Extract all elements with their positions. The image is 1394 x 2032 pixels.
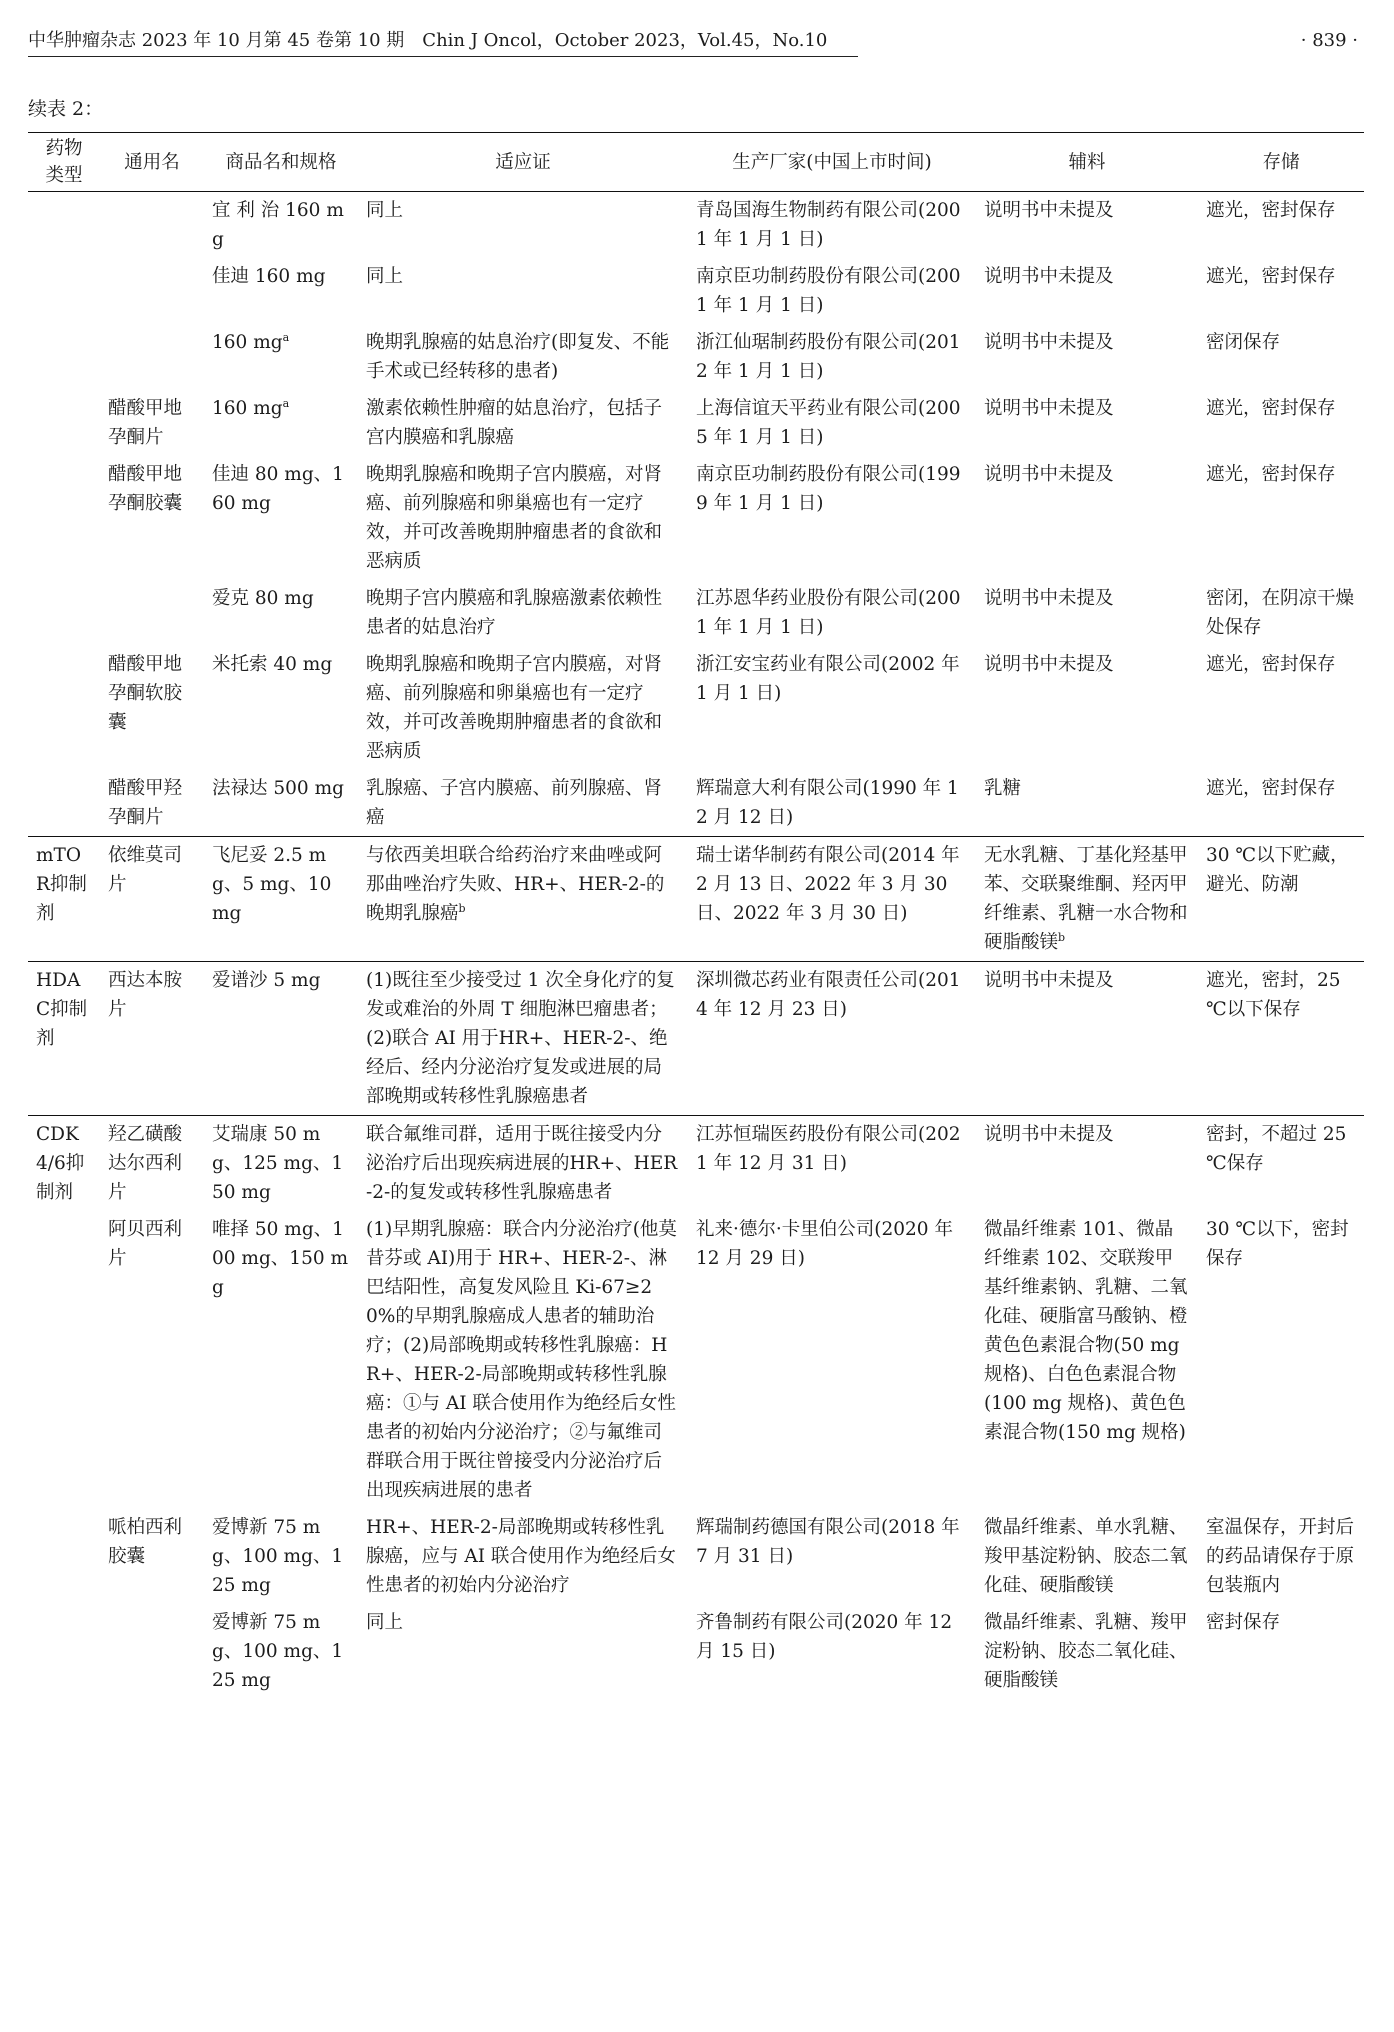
cell-excipient bbox=[976, 580, 1198, 646]
cell-generic-name-text: 醋酸甲地孕酮片 bbox=[108, 398, 183, 448]
cell-brand-spec-text: 宜 利 治 160 mg bbox=[212, 200, 344, 250]
cell-brand-spec-text: 爱博新 75 mg、100 mg、125 mg bbox=[212, 1612, 344, 1691]
cell-storage-text: 密闭，在阴凉干燥处保存 bbox=[1206, 588, 1355, 638]
cell-excipient bbox=[976, 1509, 1198, 1604]
cell-generic-name bbox=[100, 580, 204, 646]
cell-indication-text: 同上 bbox=[366, 266, 404, 287]
cell-indication-text: 晚期乳腺癌和晚期子宫内膜癌，对肾癌、前列腺癌和卵巢癌也有一定疗效，并可改善晚期肿瘤患者的食欲和恶病质 bbox=[366, 654, 663, 762]
cell-excipient-text: 说明书中未提及 bbox=[984, 332, 1114, 353]
cell-indication-text: HR+、HER-2-局部晚期或转移性乳腺癌，应与 AI 联合使用作为绝经后女性患者的初始内分泌治疗 bbox=[366, 1517, 676, 1596]
cell-generic-name bbox=[100, 192, 204, 259]
cell-generic-name bbox=[100, 1604, 204, 1701]
table-row bbox=[28, 1116, 1364, 1212]
col-header-brand: 商品名和规格 bbox=[204, 133, 358, 192]
cell-manufacturer bbox=[688, 1116, 976, 1212]
cell-manufacturer bbox=[688, 192, 976, 259]
cell-brand-spec bbox=[204, 192, 358, 259]
cell-brand-spec bbox=[204, 1116, 358, 1212]
cell-drug-type bbox=[28, 390, 100, 456]
cell-generic-name bbox=[100, 456, 204, 580]
page-number: · 839 · bbox=[1300, 30, 1358, 51]
cell-brand-spec bbox=[204, 324, 358, 390]
cell-indication bbox=[358, 390, 688, 456]
cell-generic-name bbox=[100, 390, 204, 456]
cell-generic-name bbox=[100, 1509, 204, 1604]
cell-brand-spec bbox=[204, 837, 358, 962]
cell-generic-name-text: 羟乙磺酸达尔西利片 bbox=[108, 1124, 183, 1203]
cell-indication-text: 与依西美坦联合给药治疗来曲唑或阿那曲唑治疗失败、HR+、HER-2-的晚期乳腺癌 bbox=[366, 845, 665, 924]
cell-manufacturer bbox=[688, 456, 976, 580]
cell-storage bbox=[1198, 192, 1364, 259]
cell-indication bbox=[358, 1211, 688, 1509]
cell-brand-spec bbox=[204, 962, 358, 1116]
cell-storage bbox=[1198, 1509, 1364, 1604]
cell-excipient-text: 说明书中未提及 bbox=[984, 464, 1114, 485]
cell-storage bbox=[1198, 456, 1364, 580]
table-row bbox=[28, 258, 1364, 324]
cell-brand-spec-text: 米托索 40 mg bbox=[212, 654, 333, 675]
cell-excipient-text: 说明书中未提及 bbox=[984, 266, 1114, 287]
cell-brand-spec-text: 佳迪 160 mg bbox=[212, 266, 326, 287]
table-row bbox=[28, 1211, 1364, 1509]
cell-manufacturer bbox=[688, 390, 976, 456]
cell-storage-text: 遮光，密封保存 bbox=[1206, 654, 1336, 675]
cell-generic-name bbox=[100, 837, 204, 962]
cell-storage bbox=[1198, 580, 1364, 646]
cell-manufacturer bbox=[688, 324, 976, 390]
cell-brand-spec-text: 160 mg bbox=[212, 398, 283, 419]
table-row bbox=[28, 962, 1364, 1116]
cell-generic-name bbox=[100, 1116, 204, 1212]
cell-manufacturer bbox=[688, 1509, 976, 1604]
cell-storage bbox=[1198, 258, 1364, 324]
cell-manufacturer-text: 江苏恒瑞医药股份有限公司(2021 年 12 月 31 日) bbox=[696, 1124, 961, 1174]
cell-storage bbox=[1198, 390, 1364, 456]
cell-indication-text: 同上 bbox=[366, 200, 404, 221]
cell-indication-text: 联合氟维司群，适用于既往接受内分泌治疗后出现疾病进展的HR+、HER-2-的复发或转移性乳腺癌患者 bbox=[366, 1124, 678, 1203]
table-row bbox=[28, 192, 1364, 259]
cell-excipient-text: 说明书中未提及 bbox=[984, 654, 1114, 675]
cell-brand-spec-text: 唯择 50 mg、100 mg、150 mg bbox=[212, 1219, 349, 1298]
cell-storage-text: 密封，不超过 25 ℃保存 bbox=[1206, 1124, 1347, 1174]
cell-manufacturer-text: 江苏恩华药业股份有限公司(2001 年 1 月 1 日) bbox=[696, 588, 961, 638]
cell-indication-text: (1)既往至少接受过 1 次全身化疗的复发或难治的外周 T 细胞淋巴瘤患者；(2)联合 AI 用于HR+、HER-2-、绝经后、经内分泌治疗复发或进展的局部晚期或转移性乳腺癌患者 bbox=[366, 970, 675, 1107]
table-row bbox=[28, 324, 1364, 390]
cell-brand-spec bbox=[204, 580, 358, 646]
cell-excipient-text: 说明书中未提及 bbox=[984, 398, 1114, 419]
cell-manufacturer-text: 辉瑞制药德国有限公司(2018 年 7 月 31 日) bbox=[696, 1517, 960, 1567]
cell-generic-name bbox=[100, 324, 204, 390]
cell-storage bbox=[1198, 770, 1364, 837]
cell-manufacturer-text: 辉瑞意大利有限公司(1990 年 12 月 12 日) bbox=[696, 778, 959, 828]
cell-drug-type bbox=[28, 324, 100, 390]
cell-excipient bbox=[976, 390, 1198, 456]
cell-excipient-text: 说明书中未提及 bbox=[984, 1124, 1114, 1145]
cell-indication-text: 激素依赖性肿瘤的姑息治疗，包括子宫内膜癌和乳腺癌 bbox=[366, 398, 663, 448]
cell-manufacturer-text: 齐鲁制药有限公司(2020 年 12 月 15 日) bbox=[696, 1612, 953, 1662]
cell-generic-name-text: 西达本胺片 bbox=[108, 970, 183, 1020]
cell-generic-name-text: 醋酸甲地孕酮软胶囊 bbox=[108, 654, 183, 733]
cell-indication-text: 晚期乳腺癌的姑息治疗(即复发、不能手术或已经转移的患者) bbox=[366, 332, 670, 382]
cell-manufacturer bbox=[688, 258, 976, 324]
cell-storage bbox=[1198, 1604, 1364, 1701]
cell-indication bbox=[358, 646, 688, 770]
cell-drug-type bbox=[28, 580, 100, 646]
cell-manufacturer bbox=[688, 837, 976, 962]
drug-table bbox=[28, 132, 1364, 1701]
cell-storage-text: 密封保存 bbox=[1206, 1612, 1281, 1633]
cell-brand-spec bbox=[204, 1509, 358, 1604]
cell-drug-type bbox=[28, 1509, 100, 1604]
col-header-indication: 适应证 bbox=[358, 133, 688, 192]
cell-generic-name-text: 醋酸甲羟孕酮片 bbox=[108, 778, 183, 828]
cell-generic-name-text: 哌柏西利胶囊 bbox=[108, 1517, 183, 1567]
cell-drug-type bbox=[28, 770, 100, 837]
footnote-marker: b bbox=[458, 901, 466, 915]
cell-manufacturer bbox=[688, 770, 976, 837]
cell-drug-type bbox=[28, 1604, 100, 1701]
cell-storage-text: 遮光，密封保存 bbox=[1206, 398, 1336, 419]
cell-excipient bbox=[976, 646, 1198, 770]
table-row bbox=[28, 1604, 1364, 1701]
cell-storage-text: 遮光，密封保存 bbox=[1206, 464, 1336, 485]
cell-drug-type bbox=[28, 1116, 100, 1212]
table-row bbox=[28, 770, 1364, 837]
table-row bbox=[28, 646, 1364, 770]
cell-drug-type bbox=[28, 192, 100, 259]
cell-excipient-text: 微晶纤维素 101、微晶纤维素 102、交联羧甲基纤维素钠、乳糖、二氧化硅、硬脂富马酸钠、橙黄色色素混合物(50 mg 规格)、白色色素混合物(100 mg 规格)、黄色色素混合物(150 mg 规格) bbox=[984, 1219, 1188, 1443]
cell-excipient bbox=[976, 962, 1198, 1116]
cell-brand-spec bbox=[204, 258, 358, 324]
cell-brand-spec bbox=[204, 770, 358, 837]
cell-brand-spec-text: 佳迪 80 mg、160 mg bbox=[212, 464, 344, 514]
cell-excipient-text: 说明书中未提及 bbox=[984, 970, 1114, 991]
table-body bbox=[28, 192, 1364, 1702]
cell-excipient bbox=[976, 1604, 1198, 1701]
cell-drug-type bbox=[28, 646, 100, 770]
cell-brand-spec bbox=[204, 1211, 358, 1509]
cell-brand-spec-text: 爱博新 75 mg、100 mg、125 mg bbox=[212, 1517, 344, 1596]
cell-manufacturer-text: 上海信谊天平药业有限公司(2005 年 1 月 1 日) bbox=[696, 398, 961, 448]
cell-manufacturer bbox=[688, 646, 976, 770]
cell-storage-text: 密闭保存 bbox=[1206, 332, 1281, 353]
cell-indication bbox=[358, 258, 688, 324]
cell-manufacturer-text: 浙江安宝药业有限公司(2002 年 1 月 1 日) bbox=[696, 654, 960, 704]
cell-brand-spec bbox=[204, 1604, 358, 1701]
cell-drug-type bbox=[28, 1211, 100, 1509]
cell-drug-type bbox=[28, 258, 100, 324]
table-row bbox=[28, 456, 1364, 580]
cell-excipient-text: 说明书中未提及 bbox=[984, 588, 1114, 609]
cell-storage-text: 30 ℃以下，密封保存 bbox=[1206, 1219, 1349, 1269]
cell-excipient bbox=[976, 1116, 1198, 1212]
cell-drug-type-text: mTOR抑制剂 bbox=[36, 845, 87, 924]
cell-manufacturer-text: 南京臣功制药股份有限公司(1999 年 1 月 1 日) bbox=[696, 464, 961, 514]
cell-drug-type-text: CDK4/6抑制剂 bbox=[36, 1124, 85, 1203]
cell-generic-name bbox=[100, 1211, 204, 1509]
cell-storage-text: 室温保存，开封后的药品请保存于原包装瓶内 bbox=[1206, 1517, 1355, 1596]
cell-drug-type-text: HDAC抑制剂 bbox=[36, 970, 88, 1049]
cell-storage bbox=[1198, 646, 1364, 770]
table-row bbox=[28, 1509, 1364, 1604]
cell-excipient-text: 无水乳糖、丁基化羟基甲苯、交联聚维酮、羟丙甲纤维素、乳糖一水合物和硬脂酸镁 bbox=[984, 845, 1188, 953]
header-rule bbox=[28, 56, 858, 57]
cell-generic-name bbox=[100, 770, 204, 837]
cell-drug-type bbox=[28, 837, 100, 962]
cell-indication bbox=[358, 1116, 688, 1212]
cell-manufacturer bbox=[688, 1604, 976, 1701]
cell-brand-spec-text: 艾瑞康 50 mg、125 mg、150 mg bbox=[212, 1124, 344, 1203]
cell-brand-spec-text: 160 mg bbox=[212, 332, 283, 353]
cell-brand-spec-text: 爱谱沙 5 mg bbox=[212, 970, 321, 991]
cell-indication bbox=[358, 1509, 688, 1604]
cell-indication bbox=[358, 324, 688, 390]
cell-brand-spec-text: 爱克 80 mg bbox=[212, 588, 314, 609]
cell-excipient bbox=[976, 770, 1198, 837]
cell-excipient-text: 乳糖 bbox=[984, 778, 1022, 799]
running-header bbox=[28, 26, 1358, 56]
cell-excipient bbox=[976, 1211, 1198, 1509]
cell-manufacturer bbox=[688, 1211, 976, 1509]
cell-generic-name-text: 依维莫司片 bbox=[108, 845, 183, 895]
cell-storage-text: 遮光，密封保存 bbox=[1206, 200, 1336, 221]
cell-excipient bbox=[976, 258, 1198, 324]
cell-indication-text: 同上 bbox=[366, 1612, 404, 1633]
cell-excipient bbox=[976, 192, 1198, 259]
cell-generic-name-text: 阿贝西利片 bbox=[108, 1219, 183, 1269]
col-header-generic: 通用名 bbox=[100, 133, 204, 192]
footnote-marker: a bbox=[282, 330, 290, 344]
cell-manufacturer-text: 深圳微芯药业有限责任公司(2014 年 12 月 23 日) bbox=[696, 970, 961, 1020]
cell-drug-type bbox=[28, 962, 100, 1116]
cell-excipient bbox=[976, 456, 1198, 580]
cell-generic-name bbox=[100, 258, 204, 324]
cell-storage-text: 遮光，密封保存 bbox=[1206, 266, 1336, 287]
cell-storage bbox=[1198, 1211, 1364, 1509]
cell-excipient bbox=[976, 837, 1198, 962]
cell-indication-text: 乳腺癌、子宫内膜癌、前列腺癌、肾癌 bbox=[366, 778, 663, 828]
cell-excipient-text: 说明书中未提及 bbox=[984, 200, 1114, 221]
cell-indication bbox=[358, 580, 688, 646]
cell-indication bbox=[358, 837, 688, 962]
cell-manufacturer bbox=[688, 580, 976, 646]
cell-generic-name-text: 醋酸甲地孕酮胶囊 bbox=[108, 464, 183, 514]
col-header-maker: 生产厂家(中国上市时间) bbox=[688, 133, 976, 192]
cell-indication-text: 晚期乳腺癌和晚期子宫内膜癌，对肾癌、前列腺癌和卵巢癌也有一定疗效，并可改善晚期肿瘤患者的食欲和恶病质 bbox=[366, 464, 663, 572]
cell-indication bbox=[358, 1604, 688, 1701]
table-row bbox=[28, 837, 1364, 962]
table-caption: 续表 2： bbox=[28, 98, 104, 120]
col-header-type: 药物 类型 bbox=[28, 133, 100, 192]
cell-generic-name bbox=[100, 646, 204, 770]
cell-storage bbox=[1198, 837, 1364, 962]
cell-manufacturer-text: 瑞士诺华制药有限公司(2014 年 2 月 13 日、2022 年 3 月 30 日、2022 年 3 月 30 日) bbox=[696, 845, 960, 924]
cell-indication bbox=[358, 962, 688, 1116]
footnote-marker: a bbox=[282, 396, 290, 410]
cell-indication-text: 晚期子宫内膜癌和乳腺癌激素依赖性患者的姑息治疗 bbox=[366, 588, 663, 638]
table-header-row bbox=[28, 133, 1364, 192]
cell-brand-spec bbox=[204, 390, 358, 456]
table-row bbox=[28, 390, 1364, 456]
cell-manufacturer-text: 礼来·德尔·卡里伯公司(2020 年 12 月 29 日) bbox=[696, 1219, 953, 1269]
cell-manufacturer-text: 南京臣功制药股份有限公司(2001 年 1 月 1 日) bbox=[696, 266, 961, 316]
cell-indication-text: (1)早期乳腺癌：联合内分泌治疗(他莫昔芬或 AI)用于 HR+、HER-2-、淋巴结阳性，高复发风险且 Ki-67≥20%的早期乳腺癌成人患者的辅助治疗；(2)局部晚期或转移性乳腺癌：HR+、HER-2-局部晚期或转移性乳腺癌：①与 AI 联合使用作为绝经后女性患者的初始内分泌治疗；②与氟维司群联合用于既往曾接受内分泌治疗后出现疾病进展的患者 bbox=[366, 1219, 677, 1501]
cell-storage bbox=[1198, 962, 1364, 1116]
cell-manufacturer-text: 青岛国海生物制药有限公司(2001 年 1 月 1 日) bbox=[696, 200, 961, 250]
table-row bbox=[28, 580, 1364, 646]
cell-indication bbox=[358, 770, 688, 837]
cell-excipient-text: 微晶纤维素、单水乳糖、羧甲基淀粉钠、胶态二氧化硅、硬脂酸镁 bbox=[984, 1517, 1188, 1596]
cell-excipient-text: 微晶纤维素、乳糖、羧甲淀粉钠、胶态二氧化硅、硬脂酸镁 bbox=[984, 1612, 1188, 1691]
cell-manufacturer bbox=[688, 962, 976, 1116]
footnote-marker: b bbox=[1058, 930, 1066, 944]
cell-brand-spec-text: 法禄达 500 mg bbox=[212, 778, 344, 799]
cell-storage-text: 30 ℃以下贮藏，避光、防潮 bbox=[1206, 845, 1349, 895]
cell-storage bbox=[1198, 1116, 1364, 1212]
cell-drug-type bbox=[28, 456, 100, 580]
cell-storage-text: 遮光，密封，25 ℃以下保存 bbox=[1206, 970, 1341, 1020]
journal-info: 中华肿瘤杂志 2023 年 10 月第 45 卷第 10 期 Chin J Oncol，October 2023，Vol.45，No.10 bbox=[28, 30, 828, 51]
cell-brand-spec bbox=[204, 456, 358, 580]
cell-indication bbox=[358, 192, 688, 259]
cell-brand-spec bbox=[204, 646, 358, 770]
cell-manufacturer-text: 浙江仙琚制药股份有限公司(2012 年 1 月 1 日) bbox=[696, 332, 961, 382]
cell-storage bbox=[1198, 324, 1364, 390]
cell-storage-text: 遮光，密封保存 bbox=[1206, 778, 1336, 799]
col-header-excipient: 辅料 bbox=[976, 133, 1198, 192]
cell-excipient bbox=[976, 324, 1198, 390]
cell-brand-spec-text: 飞尼妥 2.5 mg、5 mg、10 mg bbox=[212, 845, 332, 924]
cell-indication bbox=[358, 456, 688, 580]
col-header-storage: 存储 bbox=[1198, 133, 1364, 192]
cell-generic-name bbox=[100, 962, 204, 1116]
